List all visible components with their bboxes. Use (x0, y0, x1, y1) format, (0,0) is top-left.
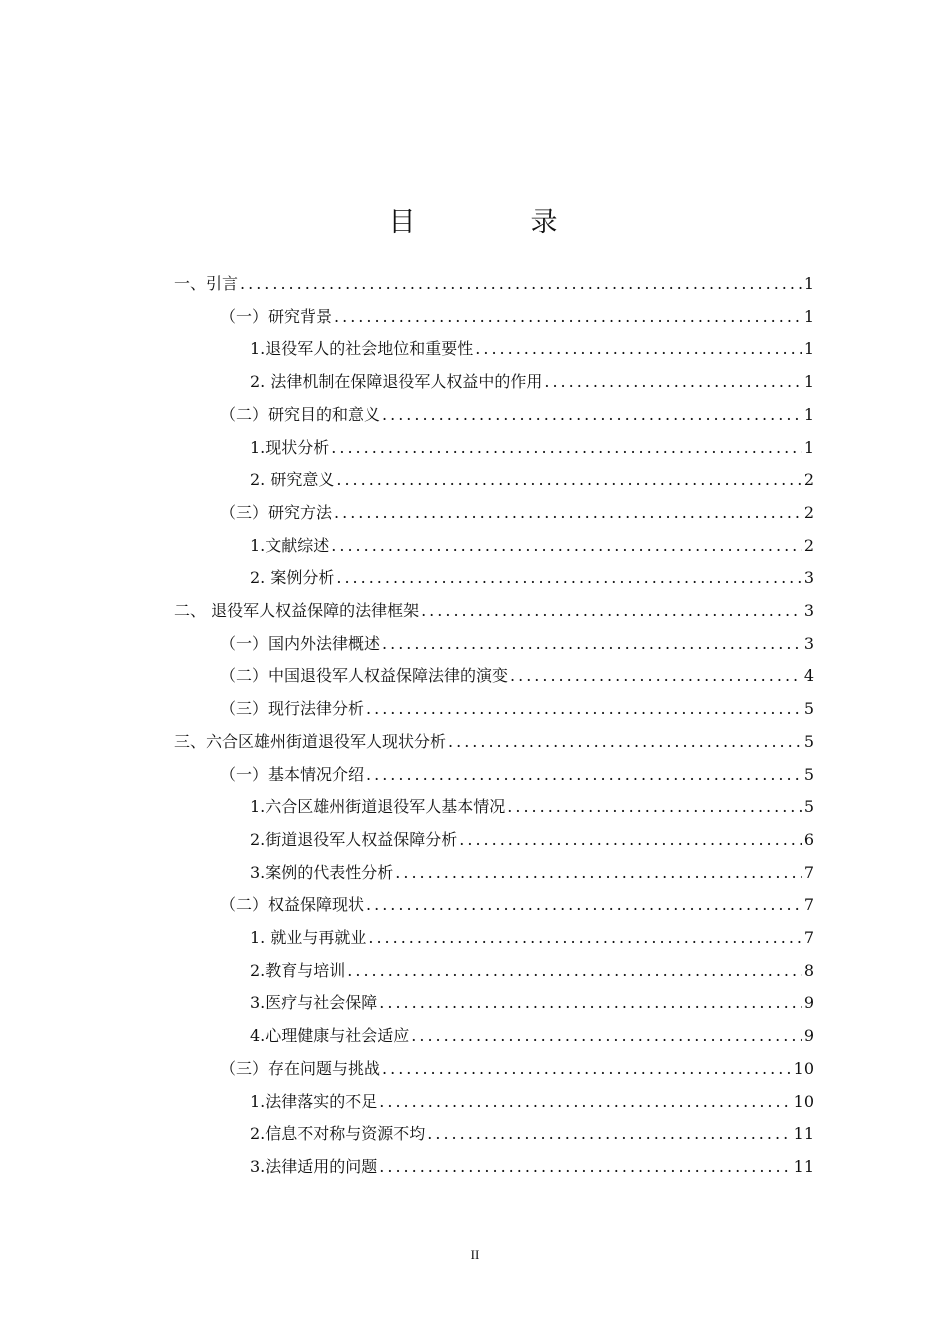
toc-entry-page: 7 (803, 928, 814, 947)
toc-dot-leader (336, 564, 801, 592)
toc-entry-label: 2. 研究意义 (250, 470, 335, 490)
toc-entry-label: 1.法律落实的不足 (250, 1091, 378, 1111)
toc-dot-leader (379, 1153, 791, 1181)
toc-entry-label: 2. 案例分析 (250, 568, 335, 588)
toc-entry-page: 7 (803, 862, 814, 882)
toc-entry-page: 11 (793, 1124, 814, 1144)
toc-dot-leader (382, 1055, 792, 1083)
toc-entry[interactable] (220, 891, 814, 919)
toc-entry-page: 5 (803, 797, 814, 817)
toc-entry[interactable] (250, 859, 814, 887)
toc-dot-leader (366, 891, 802, 919)
toc-entry-label: 一、引言 (174, 274, 239, 293)
toc-entry-label: 3.案例的代表性分析 (250, 862, 394, 882)
toc-entry-page: 11 (793, 1156, 814, 1176)
toc-entry[interactable] (220, 695, 814, 723)
toc-entry-page: 10 (793, 1058, 814, 1078)
toc-entry[interactable] (220, 630, 814, 658)
toc-entry-label: （一）基本情况介绍 (220, 764, 365, 784)
toc-dot-leader (334, 499, 802, 527)
toc-entry[interactable] (250, 434, 814, 462)
toc-entry[interactable] (220, 662, 814, 690)
toc-entry[interactable] (250, 793, 814, 821)
toc-entry-label: 2. 法律机制在保障退役军人权益中的作用 (250, 372, 543, 392)
toc-entry-label: 1.六合区雄州街道退役军人基本情况 (250, 797, 506, 817)
toc-entry-label: （一）研究背景 (220, 306, 333, 326)
toc-entry[interactable] (250, 1153, 814, 1181)
toc-dot-leader (331, 434, 802, 462)
toc-entry-label: （三）现行法律分析 (220, 699, 365, 719)
toc-entry[interactable] (250, 564, 814, 592)
toc-entry-label: （一）国内外法律概述 (220, 633, 381, 653)
toc-entry-page: 1 (803, 437, 814, 457)
page-title: 目 录 (388, 207, 602, 238)
toc-dot-leader (475, 335, 802, 363)
toc-entry[interactable] (220, 499, 814, 527)
toc-entry-label: 3.法律适用的问题 (250, 1156, 378, 1176)
toc-entry-label: 1.现状分析 (250, 437, 330, 457)
toc-entry-page: 8 (803, 960, 814, 980)
toc-entry-page: 9 (803, 993, 814, 1013)
toc-entry[interactable] (220, 1055, 814, 1083)
toc-entry-label: 三、六合区雄州街道退役军人现状分析 (174, 731, 447, 751)
toc-entry[interactable] (250, 1120, 814, 1148)
toc-dot-leader (459, 826, 802, 854)
toc-dot-leader (366, 761, 802, 789)
toc-dot-leader (421, 597, 802, 625)
toc-dot-leader (347, 957, 802, 985)
toc-entry[interactable] (250, 1022, 814, 1050)
toc-entry[interactable] (250, 957, 814, 985)
toc-entry[interactable] (250, 335, 814, 363)
toc-entry[interactable] (250, 368, 814, 396)
toc-dot-leader (336, 466, 801, 494)
toc-entry[interactable] (250, 1088, 814, 1116)
toc-dot-leader (448, 728, 802, 756)
toc-entry[interactable] (220, 303, 814, 331)
toc-entry-label: （二）中国退役军人权益保障法律的演变 (220, 666, 509, 686)
toc-entry[interactable] (250, 532, 814, 560)
page-number: II (470, 1247, 480, 1262)
toc-entry-page: 1 (803, 372, 814, 392)
toc-dot-leader (544, 368, 801, 396)
toc-entry[interactable] (250, 826, 814, 854)
toc-dot-leader (427, 1120, 791, 1148)
toc-entry-label: （二）研究目的和意义 (220, 404, 381, 424)
toc-entry-page: 5 (803, 731, 814, 751)
toc-entry-page: 1 (803, 306, 814, 326)
toc-entry-page: 7 (803, 895, 814, 915)
toc-dot-leader (507, 793, 802, 821)
toc-entry-page: 2 (803, 470, 814, 490)
toc-entry-page: 4 (803, 666, 814, 686)
toc-entry-label: 2.教育与培训 (250, 960, 346, 980)
toc-entry-label: 2.信息不对称与资源不均 (250, 1124, 426, 1144)
toc-dot-leader (382, 630, 802, 658)
toc-entry-label: 4.心理健康与社会适应 (250, 1026, 410, 1046)
toc-dot-leader (368, 924, 801, 952)
toc-entry[interactable] (174, 597, 814, 625)
toc-entry[interactable] (250, 466, 814, 494)
toc-entry[interactable] (174, 270, 814, 298)
toc-entry-page: 3 (803, 633, 814, 653)
toc-entry-page: 1 (803, 274, 814, 293)
toc-entry-label: （二）权益保障现状 (220, 895, 365, 915)
toc-entry-page: 5 (803, 699, 814, 719)
toc-entry-label: 3.医疗与社会保障 (250, 993, 378, 1013)
toc-entry[interactable] (250, 924, 814, 952)
toc-entry-page: 3 (803, 601, 814, 620)
toc-dot-leader (240, 270, 802, 298)
toc-entry[interactable] (220, 401, 814, 429)
toc-entry-page: 2 (803, 502, 814, 522)
toc-entry-label: （三）存在问题与挑战 (220, 1058, 381, 1078)
toc-dot-leader (334, 303, 802, 331)
toc-dot-leader (395, 859, 802, 887)
toc-entry-page: 10 (793, 1091, 814, 1111)
toc-dot-leader (411, 1022, 802, 1050)
toc-entry-page: 1 (803, 339, 814, 359)
toc-entry[interactable] (174, 728, 814, 756)
toc-entry-label: 1.文献综述 (250, 535, 330, 555)
toc-entry-page: 3 (803, 568, 814, 588)
toc-dot-leader (379, 1088, 791, 1116)
toc-entry-page: 2 (803, 535, 814, 555)
toc-dot-leader (510, 662, 802, 690)
toc-dot-leader (382, 401, 802, 429)
toc-entry-page: 1 (803, 404, 814, 424)
toc-entry[interactable] (250, 989, 814, 1017)
toc-entry-page: 6 (803, 829, 814, 849)
toc-entry-label: 1.退役军人的社会地位和重要性 (250, 339, 474, 359)
toc-entry[interactable] (220, 761, 814, 789)
toc-entry-page: 9 (803, 1026, 814, 1046)
toc-entry-label: 2.街道退役军人权益保障分析 (250, 829, 458, 849)
toc-entry-label: 二、 退役军人权益保障的法律框架 (174, 601, 420, 620)
toc-entry-label: （三）研究方法 (220, 502, 333, 522)
toc-dot-leader (331, 532, 802, 560)
toc-entry-label: 1. 就业与再就业 (250, 928, 367, 947)
toc-entry-page: 5 (803, 764, 814, 784)
toc-dot-leader (366, 695, 802, 723)
toc-dot-leader (379, 989, 802, 1017)
